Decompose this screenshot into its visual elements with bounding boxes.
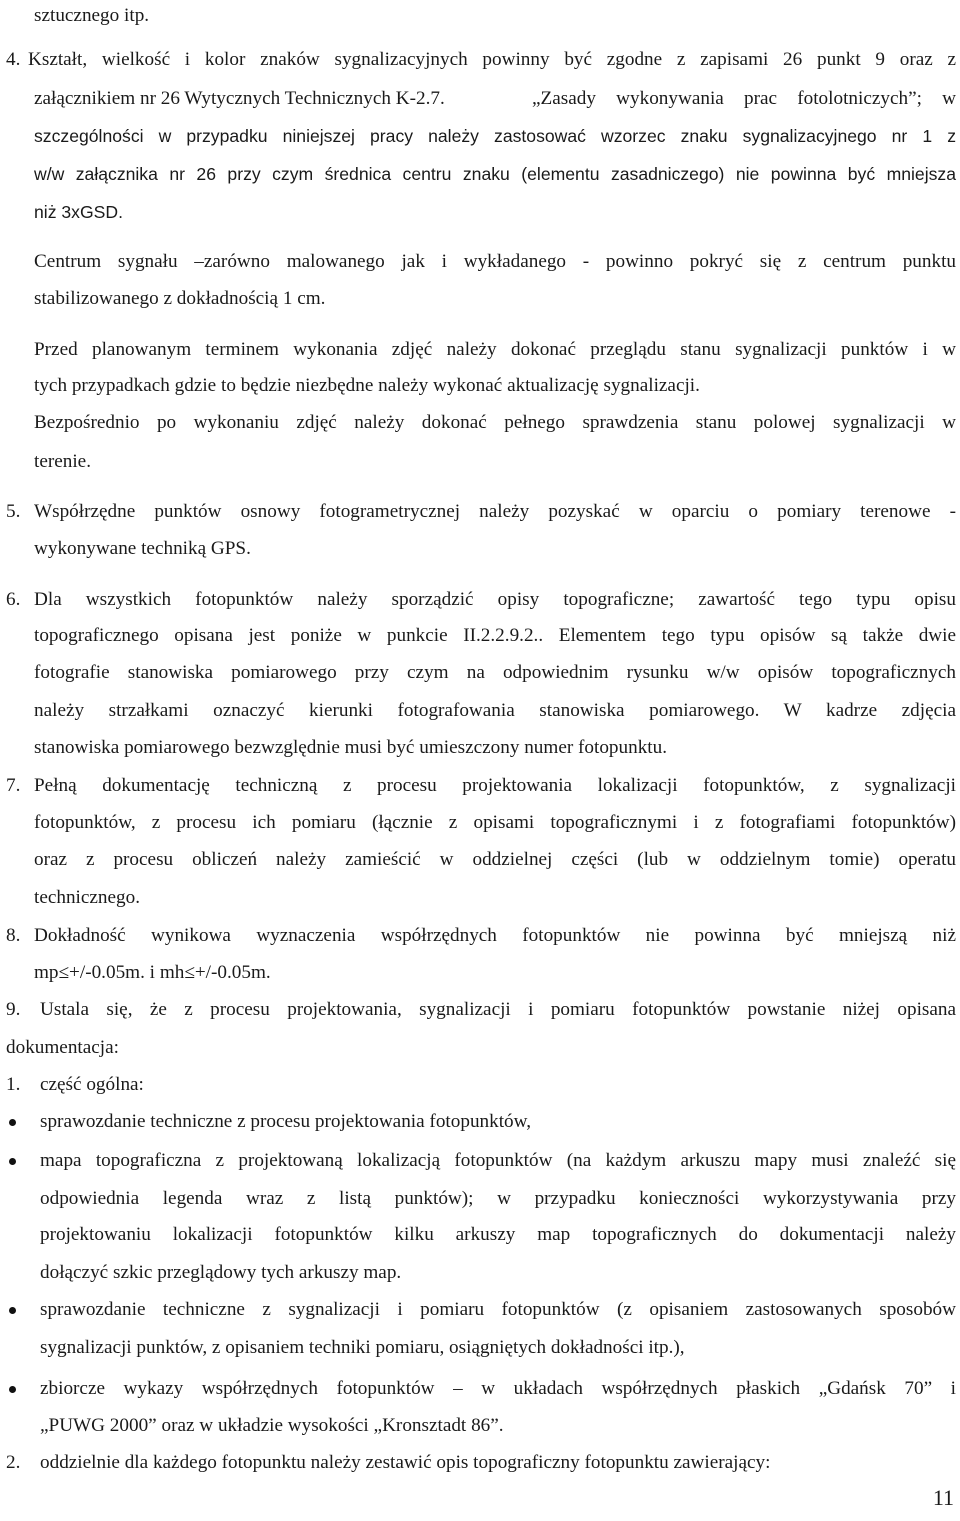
bullet-icon xyxy=(9,1307,16,1314)
p9-line-1: Ustala się, że z procesu projektowania, sygnalizacji i pomiaru fotopunktów powstanie niżej opisana xyxy=(40,999,956,1020)
p4-line-3: szczególności w przypadku niniejszej pracy należy zastosować wzorzec znaku sygnalizacyjnego nr 1 z xyxy=(34,126,956,146)
bullet-1-line-1: sprawozdanie techniczne z procesu projektowania fotopunktów, xyxy=(40,1111,532,1132)
p6-line-3: fotografie stanowiska pomiarowego przy czym na odpowiednim rysunku w/w opisów topograficznych xyxy=(34,662,956,683)
p7-line-4: technicznego. xyxy=(34,887,141,908)
intro-text: sztucznego itp. xyxy=(34,5,150,26)
przed-line-1: Przed planowanym terminem wykonania zdjęć należy dokonać przeglądu stanu sygnalizacji punktów i w xyxy=(34,339,956,360)
bullet-3-line-1: sprawozdanie techniczne z sygnalizacji i pomiaru fotopunktów (z opisaniem zastosowanych sposobów xyxy=(40,1299,956,1320)
p6-line-1: Dla wszystkich fotopunktów należy sporządzić opisy topograficzne; zawartość tego typu opisu xyxy=(34,589,956,610)
bullet-2-line-2: odpowiednia legenda wraz z listą punktów); w przypadku konieczności wykorzystywania przy xyxy=(40,1188,956,1209)
p4-line-2a: załącznikiem nr 26 Wytycznych Technicznych K-2.7. xyxy=(34,88,445,109)
centrum-line-1: Centrum sygnału –zarówno malowanego jak i wykładanego - powinno pokryć się z centrum punktu xyxy=(34,251,956,272)
p7-line-1: Pełną dokumentację techniczną z procesu projektowania lokalizacji fotopunktów, z sygnalizacji xyxy=(34,775,956,796)
bezposr-line-2: terenie. xyxy=(34,451,91,472)
p6-line-4: należy strzałkami oznaczyć kierunki fotografowania stanowiska pomiarowego. W kadrze zdjęcia xyxy=(34,700,956,721)
item-number-8: 8. xyxy=(6,925,21,946)
bullet-2-line-4: dołączyć szkic przeglądowy tych arkuszy map. xyxy=(40,1262,402,1283)
bullet-icon xyxy=(9,1119,16,1126)
p4-line-4: w/w załącznika nr 26 przy czym średnica centru znaku (elementu zasadniczego) nie powinna być mniejsza xyxy=(34,164,956,184)
bullet-3-line-2: sygnalizacji punktów, z opisaniem techniki pomiaru, osiągniętych dokładności itp.), xyxy=(40,1337,685,1358)
bullet-2-line-3: projektowaniu lokalizacji fotopunktów kilku arkuszy map topograficznych do dokumentacji należy xyxy=(40,1224,956,1245)
przed-line-2: tych przypadkach gdzie to będzie niezbędne należy wykonać aktualizację sygnalizacji. xyxy=(34,375,700,396)
p5-line-1: Współrzędne punktów osnowy fotogrametrycznej należy pozyskać w oparciu o pomiary terenowe - xyxy=(34,501,956,522)
p8-line-1: Dokładność wynikowa wyznaczenia współrzędnych fotopunktów nie powinna być mniejszą niż xyxy=(34,925,956,946)
p6-line-2: topograficznego opisana jest poniże w punkcie II.2.2.9.2.. Elementem tego typu opisów są także dwie xyxy=(34,625,956,646)
item-number-9: 9. xyxy=(6,999,21,1020)
bullet-2-line-1: mapa topograficzna z projektowaną lokalizacją fotopunktów (na każdym arkuszu mapy musi znaleźć się xyxy=(40,1150,956,1171)
bullet-icon xyxy=(9,1158,16,1165)
p7-line-2: fotopunktów, z procesu ich pomiaru (łącznie z opisami topograficznymi i z fotografiami fotopunktów) xyxy=(34,812,956,833)
bezposr-line-1: Bezpośrednio po wykonaniu zdjęć należy dokonać pełnego sprawdzenia stanu polowej sygnalizacji w xyxy=(34,412,956,433)
bullet-4-line-2: „PUWG 2000” oraz w układzie wysokości „Kronsztadt 86”. xyxy=(40,1415,504,1436)
p4-line-2b: „Zasady wykonywania prac fotolotniczych”; w xyxy=(532,88,956,109)
bullet-icon xyxy=(9,1386,16,1393)
p5-line-2: wykonywane techniką GPS. xyxy=(34,538,251,559)
bullet-4-line-1: zbiorcze wykazy współrzędnych fotopunktów – w układach współrzędnych płaskich „Gdańsk 70” i xyxy=(40,1378,956,1399)
list-label-2: oddzielnie dla każdego fotopunktu należy zestawić opis topograficzny fotopunktu zawierający: xyxy=(40,1452,771,1473)
item-number-7: 7. xyxy=(6,775,21,796)
page-number: 11 xyxy=(932,1485,954,1510)
p4-line-1: Kształt, wielkość i kolor znaków sygnalizacyjnych powinny być zgodne z zapisami 26 punkt 9 oraz z xyxy=(28,49,956,70)
list-number-1: 1. xyxy=(6,1074,21,1095)
p7-line-3: oraz z procesu obliczeń należy zamieścić w oddzielnej części (lub w oddzielnym tomie) operatu xyxy=(34,849,956,870)
centrum-line-2: stabilizowanego z dokładnością 1 cm. xyxy=(34,288,326,309)
p8-line-2: mp≤+/-0.05m. i mh≤+/-0.05m. xyxy=(34,962,271,983)
item-number-4: 4. xyxy=(6,49,21,70)
p9-line-2: dokumentacja: xyxy=(6,1037,119,1058)
p6-line-5: stanowiska pomiarowego bezwzględnie musi być umieszczony numer fotopunktu. xyxy=(34,737,668,758)
p4-line-5: niż 3xGSD. xyxy=(34,202,123,222)
item-number-6: 6. xyxy=(6,589,21,610)
list-label-1: część ogólna: xyxy=(40,1074,144,1095)
list-number-2: 2. xyxy=(6,1452,21,1473)
item-number-5: 5. xyxy=(6,501,21,522)
